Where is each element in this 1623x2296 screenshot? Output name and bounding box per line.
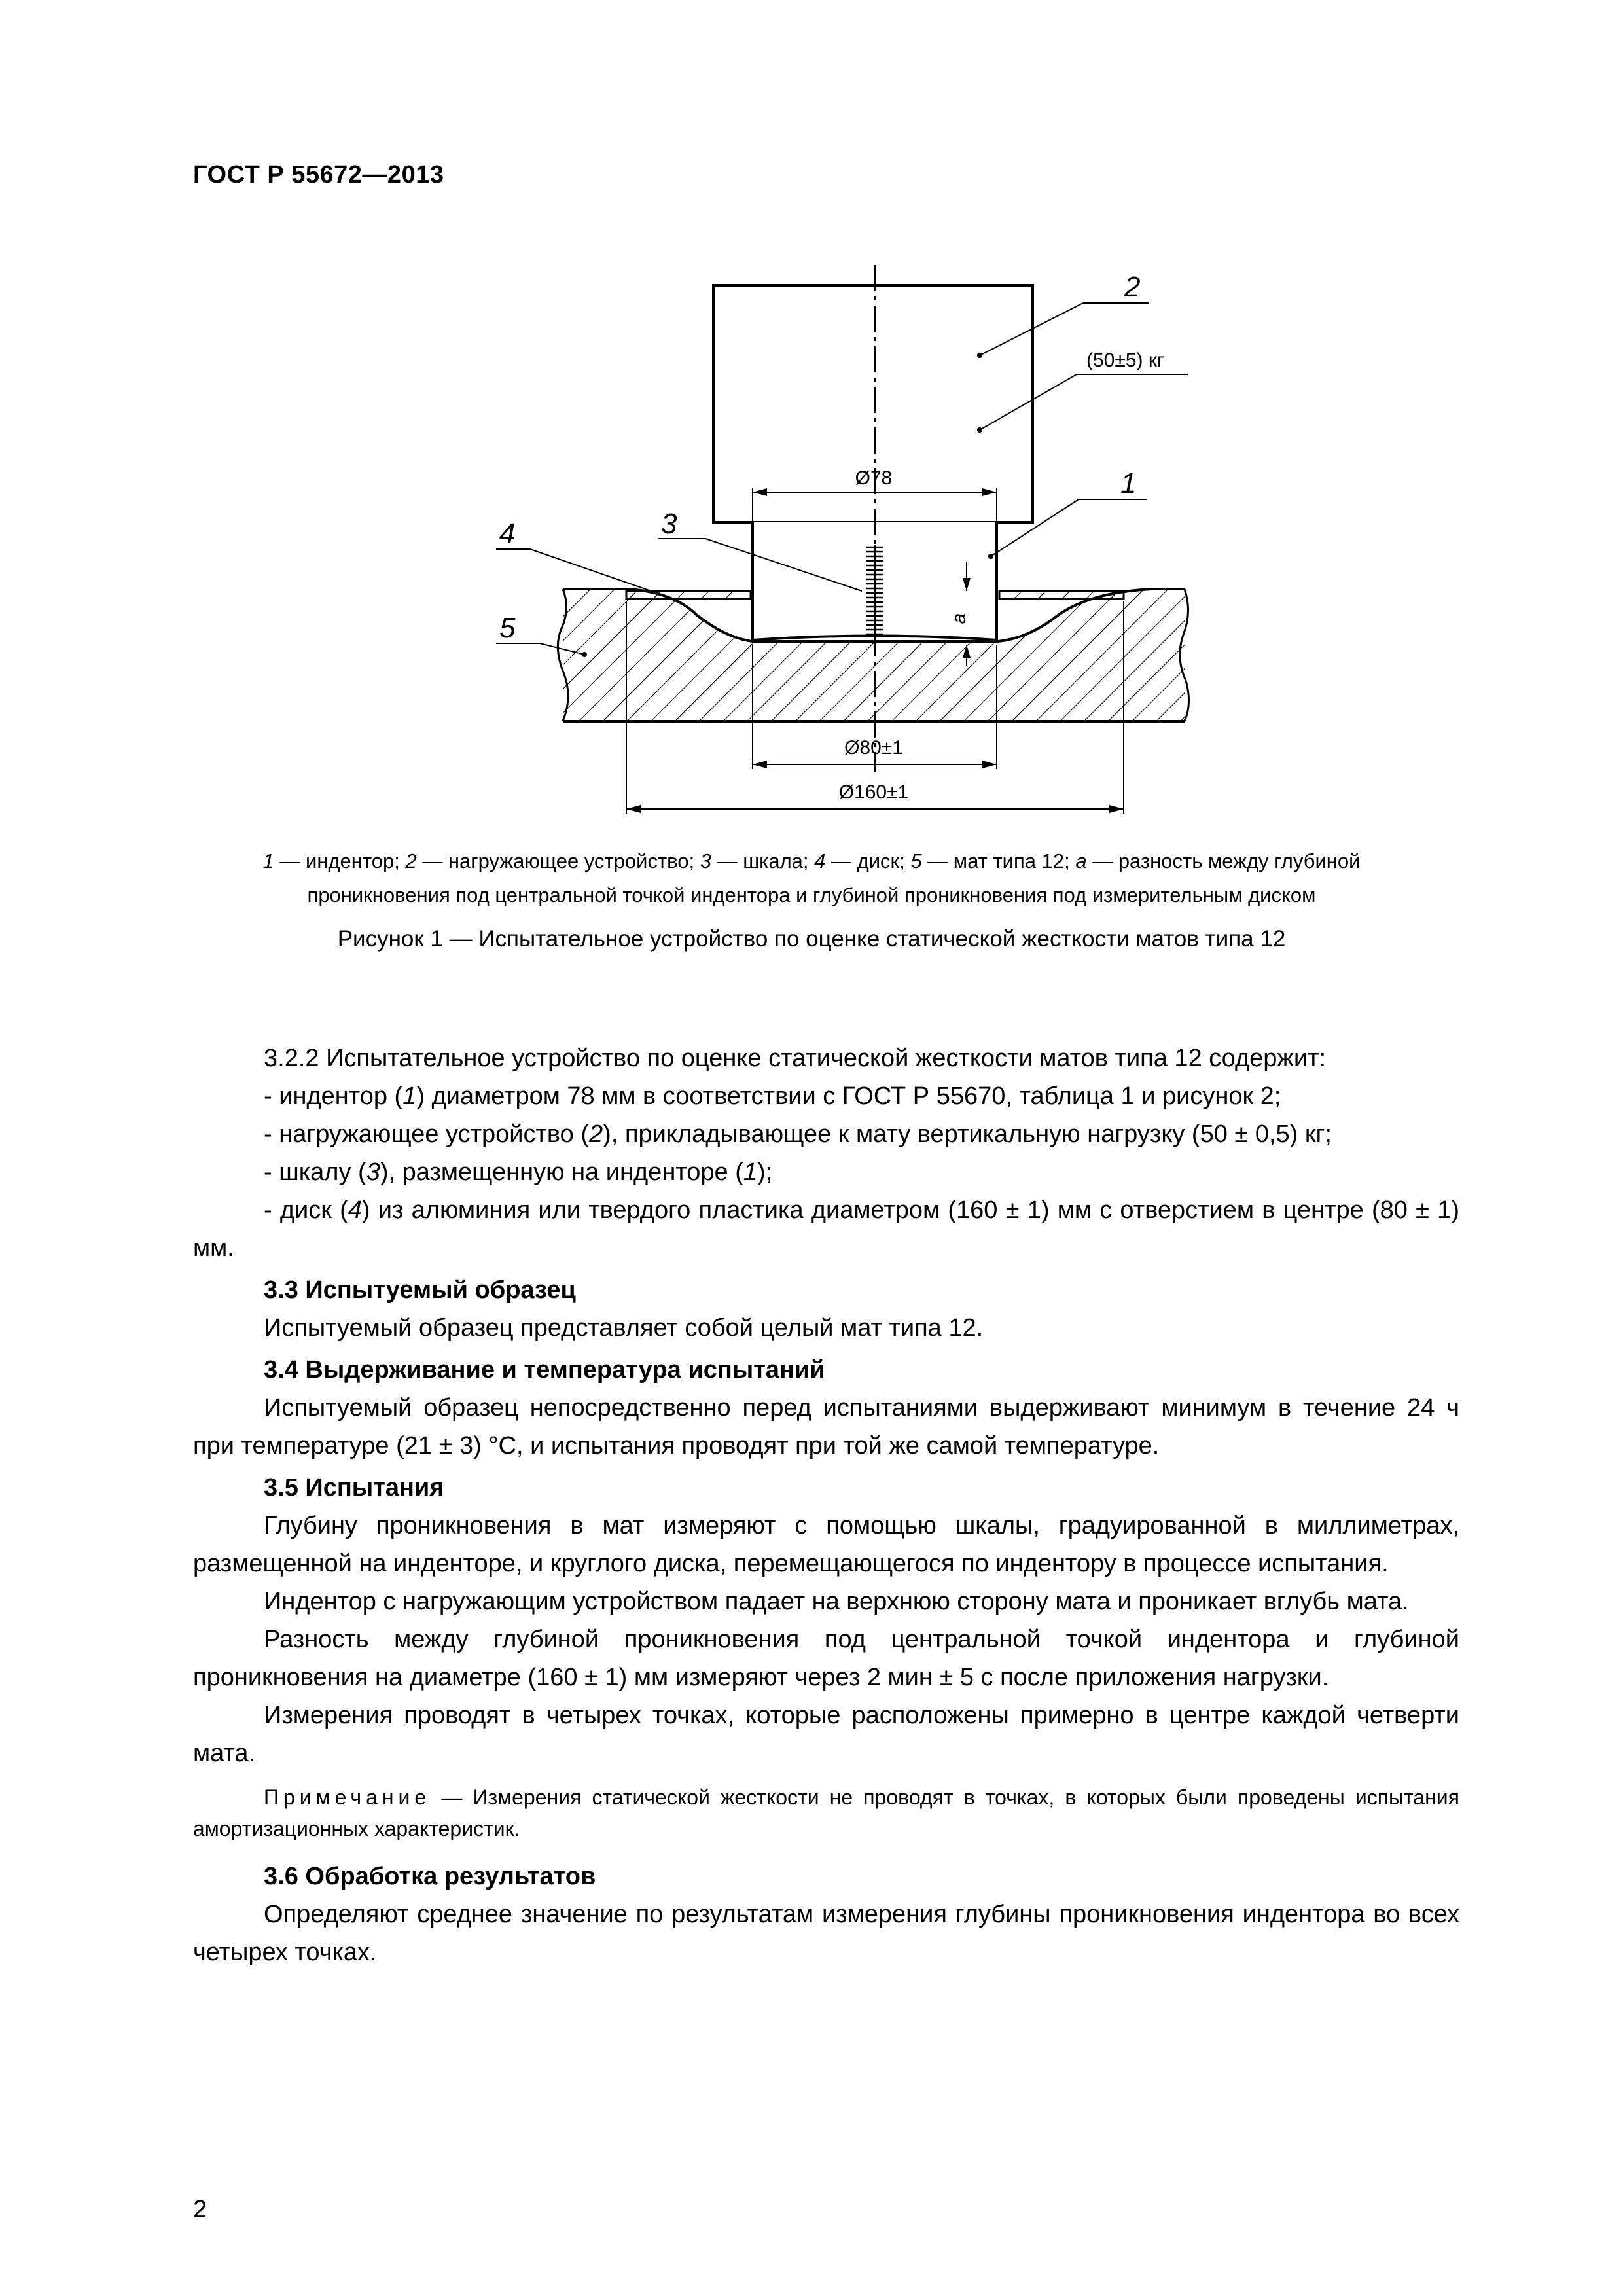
section-heading-3-5: 3.5 Испытания	[264, 1474, 444, 1501]
paragraph: Разность между глубиной проникновения под центральной точкой индентора и глубиной проникновения на диаметре (160 ± 1) мм измеряют через 2 мин ± 5 с после приложения нагрузки.	[193, 1626, 1459, 1691]
legend-num: a	[1075, 850, 1087, 872]
list-item: - шкалу (3), размещенную на инденторе (1);	[264, 1158, 773, 1186]
list-item: - индентор (1) диаметром 78 мм в соответствии с ГОСТ Р 55670, таблица 1 и рисунок 2;	[264, 1083, 1281, 1110]
paragraph: Определяют среднее значение по результатам измерения глубины проникновения индентора во всех четырех точках.	[193, 1901, 1459, 1966]
callout-2: 2	[1124, 271, 1141, 303]
paragraph: Измерения проводят в четырех точках, которые расположены примерно в центре каждой четверти мата.	[193, 1702, 1459, 1767]
paragraph: Индентор с нагружающим устройством падает на верхнюю сторону мата и проникает вглубь мата.	[264, 1588, 1409, 1615]
callout-5: 5	[499, 612, 516, 644]
list-item: - диск (4) из алюминия или твердого пластика диаметром (160 ± 1) мм с отверстием в центре (80 ± 1) мм.	[193, 1196, 1460, 1262]
section-heading-3-6: 3.6 Обработка результатов	[264, 1863, 596, 1890]
legend-text: — разность между глубиной проникновения под центральной точкой индентора и глубиной проникновения под измерительным диском	[307, 850, 1361, 906]
dim-a-label: a	[948, 613, 970, 624]
dim-indenter-label: Ø78	[855, 467, 893, 489]
section-heading-3-3: 3.3 Испытуемый образец	[264, 1276, 576, 1304]
legend-text: — мат типа 12;	[921, 850, 1076, 872]
paragraph: Испытуемый образец представляет собой целый мат типа 12.	[264, 1314, 984, 1342]
legend-num: 3	[700, 850, 711, 872]
section-heading-3-4: 3.4 Выдерживание и температура испытаний	[264, 1356, 825, 1384]
legend-num: 5	[910, 850, 922, 872]
note-text: — Измерения статической жесткости не проводят в точках, в которых были проведены испытания амортизационных характеристик.	[193, 1785, 1459, 1840]
paragraph-3-2-2: 3.2.2 Испытательное устройство по оценке статической жесткости матов типа 12 содержит:	[264, 1045, 1327, 1072]
legend-text: — индентор;	[274, 850, 406, 872]
callout-4: 4	[499, 518, 516, 550]
dim-disc-label: Ø160±1	[838, 781, 909, 803]
document-header: ГОСТ Р 55672—2013	[193, 161, 444, 188]
legend-text: — нагружающее устройство;	[416, 850, 700, 872]
note	[193, 1782, 1459, 1844]
legend-num: 4	[814, 850, 826, 872]
legend-num: 1	[262, 850, 274, 872]
load-label: (50±5) кг	[1086, 350, 1164, 371]
legend-text: — диск;	[825, 850, 911, 872]
figure-test-device	[0, 0, 1623, 838]
body-text	[193, 1039, 1459, 1971]
paragraph: Глубину проникновения в мат измеряют с помощью шкалы, градуированной в миллиметрах, размещенной на инденторе, и круглого диска, перемещающегося по индентору в процессе испытания.	[193, 1512, 1459, 1577]
figure-caption: Рисунок 1 — Испытательное устройство по оценке статической жесткости матов типа 12	[337, 926, 1286, 952]
callout-1: 1	[1120, 467, 1137, 499]
legend-text: — шкала;	[711, 850, 815, 872]
figure-legend	[196, 844, 1427, 912]
list-item: - нагружающее устройство (2), прикладывающее к мату вертикальную нагрузку (50 ± 0,5) кг;	[264, 1121, 1332, 1148]
page-number: 2	[193, 2196, 207, 2223]
paragraph: Испытуемый образец непосредственно перед испытаниями выдерживают минимум в течение 24 ч при температуре (21 ± 3) °С, и испытания проводят при той же самой температуре.	[193, 1394, 1459, 1460]
legend-num: 2	[405, 850, 417, 872]
callout-3: 3	[661, 508, 677, 540]
note-label: Примечание	[264, 1785, 431, 1809]
dim-hole-label: Ø80±1	[844, 737, 903, 759]
